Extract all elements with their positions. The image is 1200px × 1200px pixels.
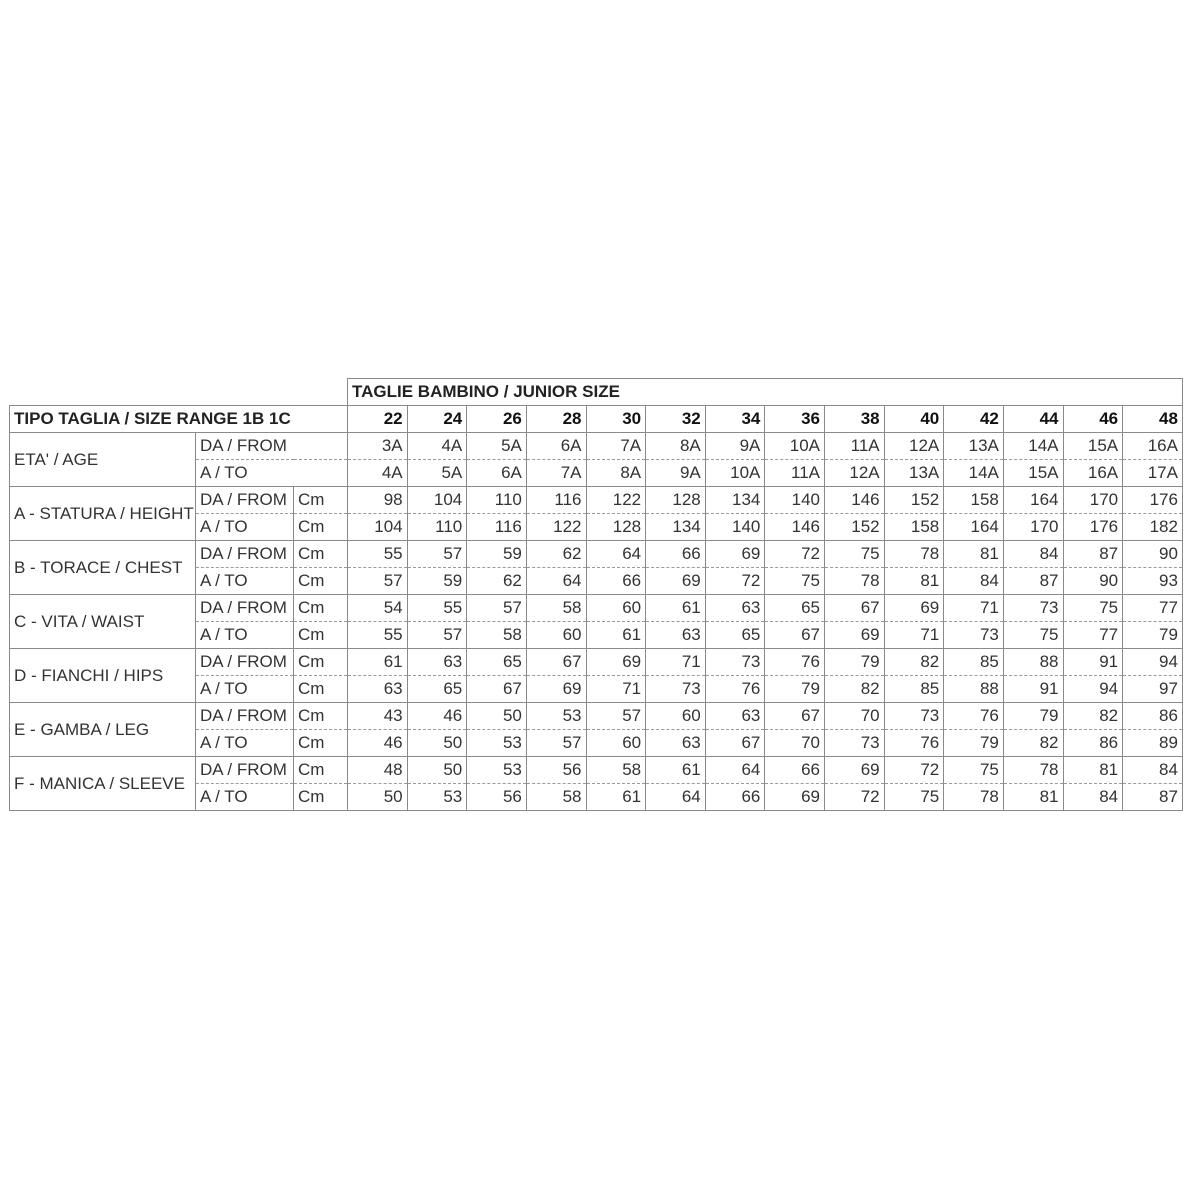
table-cell: 84 bbox=[1063, 784, 1123, 811]
table-cell: 48 bbox=[348, 757, 408, 784]
table-cell: 66 bbox=[765, 757, 825, 784]
size-header-34: 34 bbox=[705, 406, 765, 433]
table-cell: 5A bbox=[407, 460, 467, 487]
table-cell: 66 bbox=[646, 541, 706, 568]
table-cell: 140 bbox=[765, 487, 825, 514]
table-cell: 82 bbox=[1003, 730, 1063, 757]
table-cell: 84 bbox=[1003, 541, 1063, 568]
table-cell: 69 bbox=[825, 757, 885, 784]
table-cell: 122 bbox=[586, 487, 646, 514]
table-cell: 6A bbox=[526, 433, 586, 460]
table-cell: 75 bbox=[765, 568, 825, 595]
to-label: A / TO bbox=[196, 622, 294, 649]
table-cell: 60 bbox=[586, 730, 646, 757]
table-cell: 17A bbox=[1123, 460, 1183, 487]
table-cell: 16A bbox=[1063, 460, 1123, 487]
table-cell: 56 bbox=[467, 784, 527, 811]
table-cell: 62 bbox=[526, 541, 586, 568]
size-header-22: 22 bbox=[348, 406, 408, 433]
table-cell: 73 bbox=[825, 730, 885, 757]
table-cell: 70 bbox=[825, 703, 885, 730]
table-cell: 66 bbox=[586, 568, 646, 595]
unit-label: Cm bbox=[294, 622, 348, 649]
unit-label: Cm bbox=[294, 514, 348, 541]
table-cell: 104 bbox=[407, 487, 467, 514]
table-cell: 70 bbox=[765, 730, 825, 757]
table-cell: 65 bbox=[765, 595, 825, 622]
table-cell: 79 bbox=[944, 730, 1004, 757]
table-cell: 72 bbox=[825, 784, 885, 811]
table-cell: 4A bbox=[407, 433, 467, 460]
table-cell: 73 bbox=[1003, 595, 1063, 622]
table-cell: 73 bbox=[705, 649, 765, 676]
table-cell: 176 bbox=[1063, 514, 1123, 541]
table-cell: 15A bbox=[1063, 433, 1123, 460]
table-cell: 79 bbox=[765, 676, 825, 703]
table-cell: 81 bbox=[1003, 784, 1063, 811]
table-cell: 94 bbox=[1063, 676, 1123, 703]
table-cell: 91 bbox=[1063, 649, 1123, 676]
from-label: DA / FROM bbox=[196, 703, 294, 730]
table-cell: 75 bbox=[1063, 595, 1123, 622]
table-cell: 90 bbox=[1063, 568, 1123, 595]
size-range-title: TIPO TAGLIA / SIZE RANGE 1B 1C bbox=[10, 406, 348, 433]
table-cell: 55 bbox=[407, 595, 467, 622]
table-cell: 85 bbox=[884, 676, 944, 703]
table-cell: 94 bbox=[1123, 649, 1183, 676]
table-cell: 84 bbox=[1123, 757, 1183, 784]
table-cell: 46 bbox=[407, 703, 467, 730]
table-cell: 12A bbox=[884, 433, 944, 460]
table-cell: 76 bbox=[705, 676, 765, 703]
size-header-24: 24 bbox=[407, 406, 467, 433]
table-cell: 7A bbox=[526, 460, 586, 487]
to-label: A / TO bbox=[196, 784, 294, 811]
table-cell: 78 bbox=[1003, 757, 1063, 784]
size-header-38: 38 bbox=[825, 406, 885, 433]
from-label: DA / FROM bbox=[196, 595, 294, 622]
table-cell: 65 bbox=[705, 622, 765, 649]
table-cell: 57 bbox=[348, 568, 408, 595]
table-cell: 72 bbox=[884, 757, 944, 784]
table-cell: 73 bbox=[884, 703, 944, 730]
table-cell: 61 bbox=[646, 757, 706, 784]
table-cell: 12A bbox=[825, 460, 885, 487]
table-cell: 58 bbox=[526, 784, 586, 811]
table-cell: 64 bbox=[526, 568, 586, 595]
from-label: DA / FROM bbox=[196, 433, 348, 460]
from-label: DA / FROM bbox=[196, 487, 294, 514]
table-cell: 128 bbox=[646, 487, 706, 514]
measure-label: B - TORACE / CHEST bbox=[10, 541, 196, 595]
table-cell: 4A bbox=[348, 460, 408, 487]
table-cell: 69 bbox=[825, 622, 885, 649]
table-cell: 87 bbox=[1123, 784, 1183, 811]
table-cell: 53 bbox=[526, 703, 586, 730]
table-cell: 50 bbox=[348, 784, 408, 811]
table-cell: 13A bbox=[884, 460, 944, 487]
to-label: A / TO bbox=[196, 568, 294, 595]
table-row bbox=[10, 703, 1183, 730]
table-cell: 88 bbox=[1003, 649, 1063, 676]
table-cell: 67 bbox=[825, 595, 885, 622]
table-cell: 158 bbox=[944, 487, 1004, 514]
table-cell: 128 bbox=[586, 514, 646, 541]
table-cell: 146 bbox=[825, 487, 885, 514]
table-cell: 67 bbox=[705, 730, 765, 757]
table-cell: 61 bbox=[586, 784, 646, 811]
table-cell: 76 bbox=[765, 649, 825, 676]
table-cell: 57 bbox=[526, 730, 586, 757]
table-cell: 50 bbox=[407, 757, 467, 784]
table-cell: 11A bbox=[765, 460, 825, 487]
table-cell: 69 bbox=[765, 784, 825, 811]
measure-label: F - MANICA / SLEEVE bbox=[10, 757, 196, 811]
table-cell: 10A bbox=[705, 460, 765, 487]
table-cell: 7A bbox=[586, 433, 646, 460]
table-cell: 84 bbox=[944, 568, 1004, 595]
table-cell: 64 bbox=[646, 784, 706, 811]
table-cell: 116 bbox=[526, 487, 586, 514]
to-label: A / TO bbox=[196, 730, 294, 757]
table-cell: 16A bbox=[1123, 433, 1183, 460]
unit-label: Cm bbox=[294, 784, 348, 811]
table-caption: TAGLIE BAMBINO / JUNIOR SIZE bbox=[348, 379, 1183, 406]
table-cell: 67 bbox=[467, 676, 527, 703]
table-cell: 78 bbox=[944, 784, 1004, 811]
table-cell: 71 bbox=[586, 676, 646, 703]
table-cell: 176 bbox=[1123, 487, 1183, 514]
table-cell: 14A bbox=[944, 460, 1004, 487]
size-header-30: 30 bbox=[586, 406, 646, 433]
table-cell: 79 bbox=[825, 649, 885, 676]
table-cell: 78 bbox=[825, 568, 885, 595]
measure-label: ETA' / AGE bbox=[10, 433, 196, 487]
size-header-44: 44 bbox=[1003, 406, 1063, 433]
table-cell: 14A bbox=[1003, 433, 1063, 460]
table-cell: 134 bbox=[705, 487, 765, 514]
table-cell: 59 bbox=[467, 541, 527, 568]
table-cell: 75 bbox=[944, 757, 1004, 784]
table-cell: 57 bbox=[586, 703, 646, 730]
table-cell: 10A bbox=[765, 433, 825, 460]
table-cell: 93 bbox=[1123, 568, 1183, 595]
table-cell: 59 bbox=[407, 568, 467, 595]
table-cell: 82 bbox=[884, 649, 944, 676]
table-cell: 170 bbox=[1063, 487, 1123, 514]
table-cell: 87 bbox=[1003, 568, 1063, 595]
table-cell: 82 bbox=[825, 676, 885, 703]
size-header-36: 36 bbox=[765, 406, 825, 433]
table-cell: 71 bbox=[646, 649, 706, 676]
table-cell: 58 bbox=[586, 757, 646, 784]
size-header-32: 32 bbox=[646, 406, 706, 433]
table-cell: 57 bbox=[407, 622, 467, 649]
table-cell: 122 bbox=[526, 514, 586, 541]
table-cell: 63 bbox=[705, 703, 765, 730]
table-cell: 9A bbox=[646, 460, 706, 487]
measure-label: E - GAMBA / LEG bbox=[10, 703, 196, 757]
table-cell: 56 bbox=[526, 757, 586, 784]
blank-corner bbox=[10, 379, 348, 406]
table-cell: 67 bbox=[526, 649, 586, 676]
unit-label: Cm bbox=[294, 676, 348, 703]
table-cell: 60 bbox=[646, 703, 706, 730]
table-cell: 9A bbox=[705, 433, 765, 460]
table-cell: 170 bbox=[1003, 514, 1063, 541]
size-header-48: 48 bbox=[1123, 406, 1183, 433]
table-cell: 79 bbox=[1123, 622, 1183, 649]
table-cell: 116 bbox=[467, 514, 527, 541]
table-cell: 69 bbox=[646, 568, 706, 595]
table-cell: 86 bbox=[1063, 730, 1123, 757]
table-cell: 85 bbox=[944, 649, 1004, 676]
table-cell: 72 bbox=[765, 541, 825, 568]
from-label: DA / FROM bbox=[196, 649, 294, 676]
measure-label: C - VITA / WAIST bbox=[10, 595, 196, 649]
table-cell: 67 bbox=[765, 703, 825, 730]
table-cell: 67 bbox=[765, 622, 825, 649]
table-row bbox=[10, 595, 1183, 622]
table-cell: 55 bbox=[348, 622, 408, 649]
unit-label: Cm bbox=[294, 595, 348, 622]
table-row bbox=[10, 541, 1183, 568]
table-cell: 50 bbox=[467, 703, 527, 730]
unit-label: Cm bbox=[294, 730, 348, 757]
table-cell: 88 bbox=[944, 676, 1004, 703]
table-cell: 104 bbox=[348, 514, 408, 541]
table-cell: 158 bbox=[884, 514, 944, 541]
table-row bbox=[10, 649, 1183, 676]
table-cell: 64 bbox=[705, 757, 765, 784]
table-cell: 90 bbox=[1123, 541, 1183, 568]
table-cell: 91 bbox=[1003, 676, 1063, 703]
size-chart bbox=[9, 378, 1182, 811]
unit-label: Cm bbox=[294, 568, 348, 595]
table-cell: 57 bbox=[407, 541, 467, 568]
table-cell: 89 bbox=[1123, 730, 1183, 757]
table-cell: 69 bbox=[884, 595, 944, 622]
table-cell: 82 bbox=[1063, 703, 1123, 730]
table-cell: 134 bbox=[646, 514, 706, 541]
table-cell: 43 bbox=[348, 703, 408, 730]
table-cell: 81 bbox=[884, 568, 944, 595]
from-label: DA / FROM bbox=[196, 541, 294, 568]
table-cell: 55 bbox=[348, 541, 408, 568]
table-cell: 53 bbox=[467, 730, 527, 757]
table-cell: 8A bbox=[646, 433, 706, 460]
table-cell: 58 bbox=[467, 622, 527, 649]
table-cell: 97 bbox=[1123, 676, 1183, 703]
size-header-42: 42 bbox=[944, 406, 1004, 433]
unit-label: Cm bbox=[294, 487, 348, 514]
table-cell: 75 bbox=[825, 541, 885, 568]
to-label: A / TO bbox=[196, 460, 348, 487]
table-cell: 110 bbox=[407, 514, 467, 541]
table-cell: 57 bbox=[467, 595, 527, 622]
table-cell: 61 bbox=[348, 649, 408, 676]
table-cell: 81 bbox=[944, 541, 1004, 568]
table-cell: 53 bbox=[407, 784, 467, 811]
table-cell: 77 bbox=[1123, 595, 1183, 622]
table-cell: 54 bbox=[348, 595, 408, 622]
table-cell: 79 bbox=[1003, 703, 1063, 730]
table-cell: 73 bbox=[646, 676, 706, 703]
table-cell: 53 bbox=[467, 757, 527, 784]
table-cell: 63 bbox=[646, 730, 706, 757]
unit-label: Cm bbox=[294, 757, 348, 784]
unit-label: Cm bbox=[294, 649, 348, 676]
table-row bbox=[10, 757, 1183, 784]
table-cell: 13A bbox=[944, 433, 1004, 460]
unit-label: Cm bbox=[294, 703, 348, 730]
to-label: A / TO bbox=[196, 676, 294, 703]
table-cell: 69 bbox=[705, 541, 765, 568]
unit-label: Cm bbox=[294, 541, 348, 568]
table-cell: 60 bbox=[526, 622, 586, 649]
table-cell: 61 bbox=[646, 595, 706, 622]
size-header-40: 40 bbox=[884, 406, 944, 433]
table-cell: 61 bbox=[586, 622, 646, 649]
table-cell: 81 bbox=[1063, 757, 1123, 784]
table-cell: 71 bbox=[884, 622, 944, 649]
table-cell: 98 bbox=[348, 487, 408, 514]
table-cell: 71 bbox=[944, 595, 1004, 622]
to-label: A / TO bbox=[196, 514, 294, 541]
table-row bbox=[10, 433, 1183, 460]
table-cell: 15A bbox=[1003, 460, 1063, 487]
size-header-28: 28 bbox=[526, 406, 586, 433]
table-cell: 58 bbox=[526, 595, 586, 622]
size-table bbox=[9, 378, 1183, 811]
table-cell: 87 bbox=[1063, 541, 1123, 568]
table-cell: 50 bbox=[407, 730, 467, 757]
table-cell: 140 bbox=[705, 514, 765, 541]
table-cell: 110 bbox=[467, 487, 527, 514]
table-cell: 63 bbox=[348, 676, 408, 703]
table-cell: 86 bbox=[1123, 703, 1183, 730]
measure-label: D - FIANCHI / HIPS bbox=[10, 649, 196, 703]
table-cell: 78 bbox=[884, 541, 944, 568]
size-header-26: 26 bbox=[467, 406, 527, 433]
table-cell: 75 bbox=[1003, 622, 1063, 649]
table-cell: 77 bbox=[1063, 622, 1123, 649]
table-cell: 5A bbox=[467, 433, 527, 460]
table-cell: 73 bbox=[944, 622, 1004, 649]
table-cell: 69 bbox=[526, 676, 586, 703]
table-cell: 64 bbox=[586, 541, 646, 568]
table-cell: 65 bbox=[407, 676, 467, 703]
table-cell: 164 bbox=[1003, 487, 1063, 514]
table-cell: 6A bbox=[467, 460, 527, 487]
table-cell: 65 bbox=[467, 649, 527, 676]
table-cell: 11A bbox=[825, 433, 885, 460]
table-cell: 152 bbox=[884, 487, 944, 514]
measure-label: A - STATURA / HEIGHT bbox=[10, 487, 196, 541]
table-cell: 66 bbox=[705, 784, 765, 811]
table-cell: 62 bbox=[467, 568, 527, 595]
table-cell: 3A bbox=[348, 433, 408, 460]
table-cell: 63 bbox=[407, 649, 467, 676]
table-cell: 63 bbox=[705, 595, 765, 622]
table-cell: 146 bbox=[765, 514, 825, 541]
table-cell: 152 bbox=[825, 514, 885, 541]
table-cell: 72 bbox=[705, 568, 765, 595]
table-cell: 8A bbox=[586, 460, 646, 487]
table-cell: 76 bbox=[884, 730, 944, 757]
table-cell: 75 bbox=[884, 784, 944, 811]
table-cell: 69 bbox=[586, 649, 646, 676]
table-row bbox=[10, 487, 1183, 514]
from-label: DA / FROM bbox=[196, 757, 294, 784]
table-cell: 182 bbox=[1123, 514, 1183, 541]
table-cell: 60 bbox=[586, 595, 646, 622]
table-cell: 46 bbox=[348, 730, 408, 757]
size-header-46: 46 bbox=[1063, 406, 1123, 433]
table-cell: 76 bbox=[944, 703, 1004, 730]
table-cell: 63 bbox=[646, 622, 706, 649]
table-cell: 164 bbox=[944, 514, 1004, 541]
